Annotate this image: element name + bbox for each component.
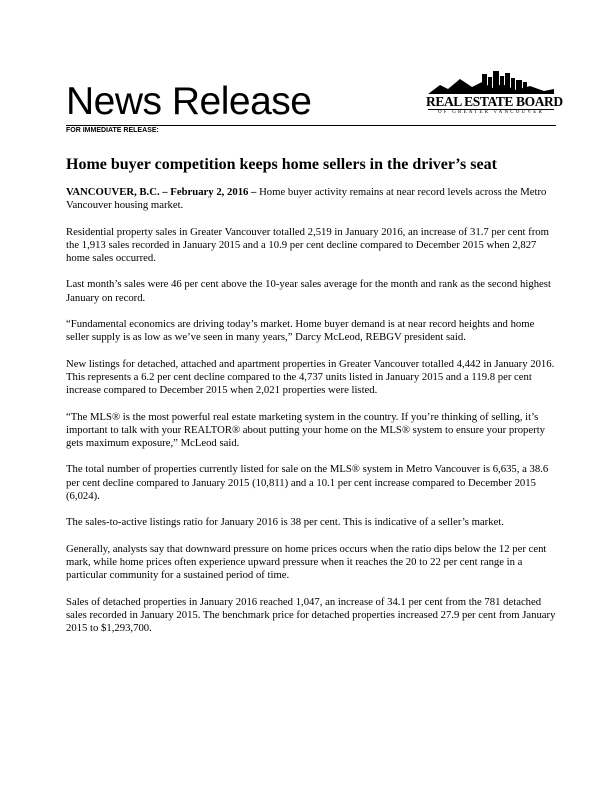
article-body xyxy=(66,186,556,648)
headline: Home buyer competition keeps home sellers in the driver’s seat xyxy=(66,156,497,173)
paragraph: Generally, analysts say that downward pressure on home prices occurs when the ratio dips below the 12 per cent mark, while home prices often experience upward pressure when it reaches the 20 to 22 per cent range in a particular community for a sustained period of time. xyxy=(66,542,547,582)
paragraph: “The MLS® is the most powerful real estate marketing system in the country. If you’re thinking of selling, it’s important to talk with your REALTOR® about putting your home on the MLS® system to ensure your property gets maximum exposure,” McLeod said. xyxy=(66,410,546,450)
skyline-icon xyxy=(426,68,556,96)
dateline: VANCOUVER, B.C. – February 2, 2016 – xyxy=(66,186,257,198)
paragraph: New listings for detached, attached and apartment properties in Greater Vancouver totalled 4,442 in January 2016. This represents a 6.2 per cent decline compared to the 4,737 units listed in January 2015 and a 119.8 per cent increase compared to December 2015 when 2,021 properties were listed. xyxy=(66,357,555,397)
news-release-title: News Release xyxy=(66,80,312,123)
paragraph: Sales of detached properties in January 2016 reached 1,047, an increase of 34.1 per cent from the 781 detached sales recorded in January 2015. The benchmark price for detached properties increased 27.9 per cent from January 2015 to $1,293,700. xyxy=(66,595,556,635)
paragraph: Residential property sales in Greater Vancouver totalled 2,519 in January 2016, an increase of 31.7 per cent from the 1,913 sales recorded in January 2015 and a 10.9 per cent decline compared to December 2015 when 2,827 home sales occurred. xyxy=(66,225,549,265)
paragraph: Last month’s sales were 46 per cent above the 10-year sales average for the month and rank as the second highest January on record. xyxy=(66,278,551,304)
paragraph-lead xyxy=(66,186,556,213)
paragraph: The sales-to-active listings ratio for January 2016 is 38 per cent. This is indicative of a seller’s market. xyxy=(66,516,504,529)
paragraph: The total number of properties currently listed for sale on the MLS® system in Metro Vancouver is 6,635, a 38.6 per cent decline compared to January 2015 (10,811) and a 10.1 per cent increase compared to December 2015 (6,024). xyxy=(66,463,549,503)
real-estate-board-logo xyxy=(426,68,563,124)
logo-subtitle: OF GREATER VANCOUVER xyxy=(437,110,545,115)
immediate-release-label: FOR IMMEDIATE RELEASE: xyxy=(66,127,159,134)
paragraph: “Fundamental economics are driving today’s market. Home buyer demand is at near record heights and home seller supply is as low as we’ve seen in many years,” Darcy McLeod, REBGV president said. xyxy=(66,318,535,344)
lead-text: Home buyer activity remains at near record levels across the Metro Vancouver housing market. xyxy=(66,186,547,212)
logo-name: REAL ESTATE BOARD xyxy=(426,94,563,109)
